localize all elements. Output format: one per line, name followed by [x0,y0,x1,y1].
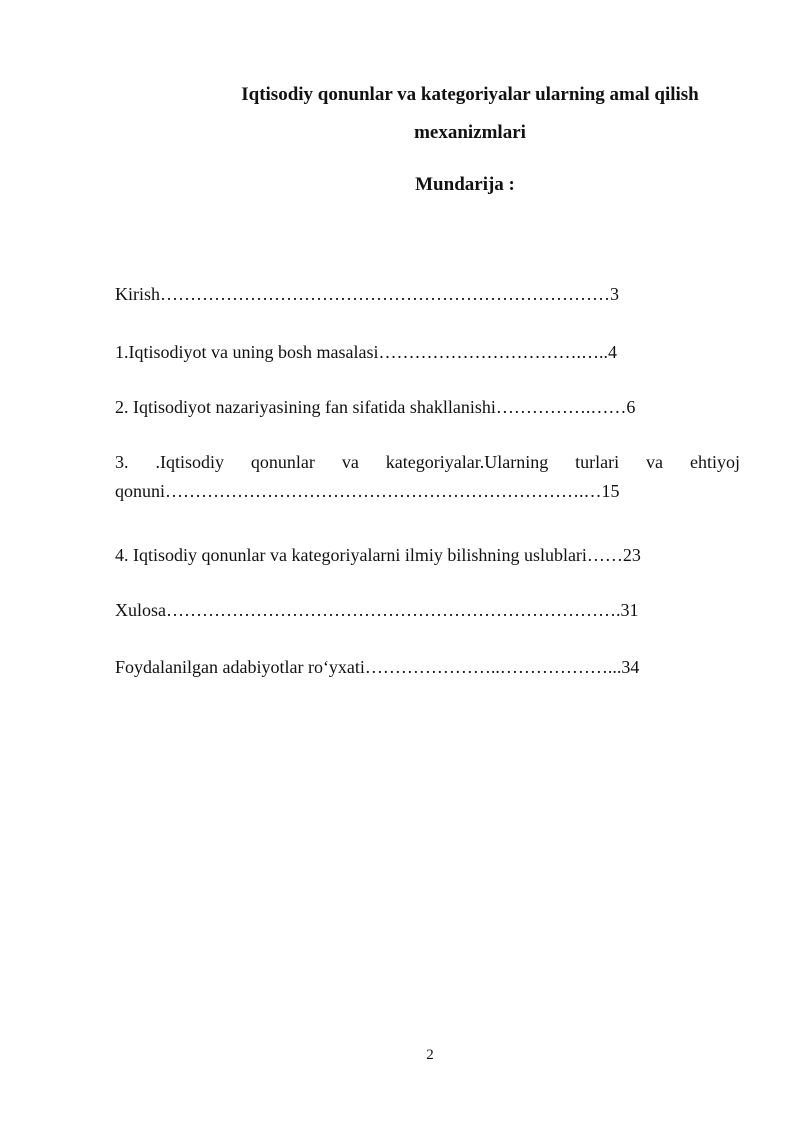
toc-entry-conclusion: Xulosa………………………………………………………………….31 [115,600,639,620]
toc-entry-section-2: 2. Iqtisodiyot nazariyasining fan sifatida shakllanishi…………….……6 [115,397,636,417]
document-title-line-1: Iqtisodiy qonunlar va kategoriyalar ularning amal qilish [241,84,699,105]
page-number: 2 [426,1047,434,1063]
document-title [190,76,750,152]
contents-heading: Mundarija : [415,174,515,195]
toc-entry-introduction: Kirish…………………………………………………………………3 [115,284,619,304]
toc-entry-section-4: 4. Iqtisodiy qonunlar va kategoriyalarni ilmiy bilishning uslublari……23 [115,545,641,565]
toc-entry-section-3: 3. .Iqtisodiy qonunlar va kategoriyalar.Ularning turlari va ehtiyoj qonuni…………………………………………………………….…15 [115,452,740,501]
toc-entry-section-1: 1.Iqtisodiyot va uning bosh masalasi…………………………….…..4 [115,342,617,362]
toc-entry-references: Foydalanilgan adabiyotlar ro‘yxati…………………..………………...34 [115,657,640,677]
document-title-line-2: mexanizmlari [414,122,526,143]
